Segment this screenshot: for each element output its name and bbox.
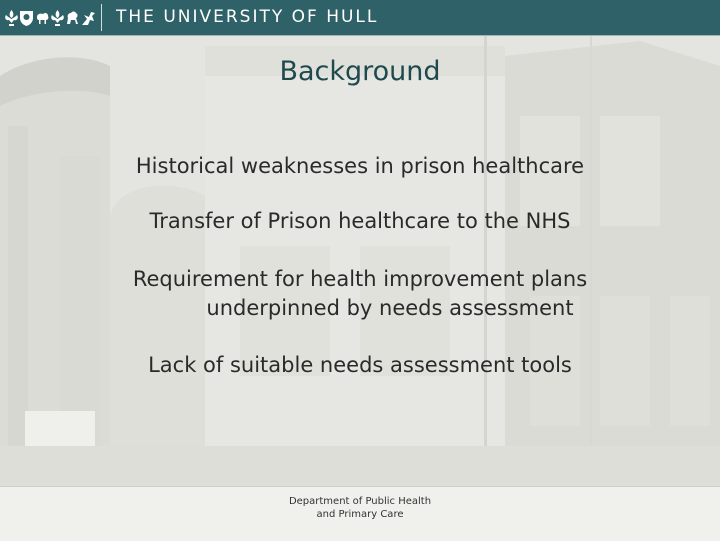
fleur-icon [4,9,19,27]
wyvern-icon [81,9,96,27]
bullet-text: Lack of suitable needs assessment tools [148,353,572,377]
crest-icons [0,0,100,35]
bullet-text: Historical weaknesses in prison healthcare [135,154,585,178]
bullet-text: Requirement for health improvement plans [132,267,588,291]
university-header [0,0,720,36]
footer-line: Department of Public Health [288,496,432,507]
footer-department [0,495,720,521]
building-photo-background [0,36,720,486]
bullet-item [0,351,720,380]
university-name: THE UNIVERSITY OF HULL [116,7,379,27]
header-divider [101,4,102,31]
shield-icon [19,9,34,27]
lion-icon [65,9,80,27]
slide-title: Background [279,56,441,87]
bullet-text: Transfer of Prison healthcare to the NHS [149,209,571,233]
bullet-text-continuation: underpinned by needs assessment [206,296,574,320]
lamb-icon [35,9,50,27]
bullet-item [0,207,720,236]
fleur-icon [50,9,65,27]
bullet-item [0,152,720,181]
bullet-item [0,265,720,323]
footer-line: and Primary Care [316,509,404,520]
